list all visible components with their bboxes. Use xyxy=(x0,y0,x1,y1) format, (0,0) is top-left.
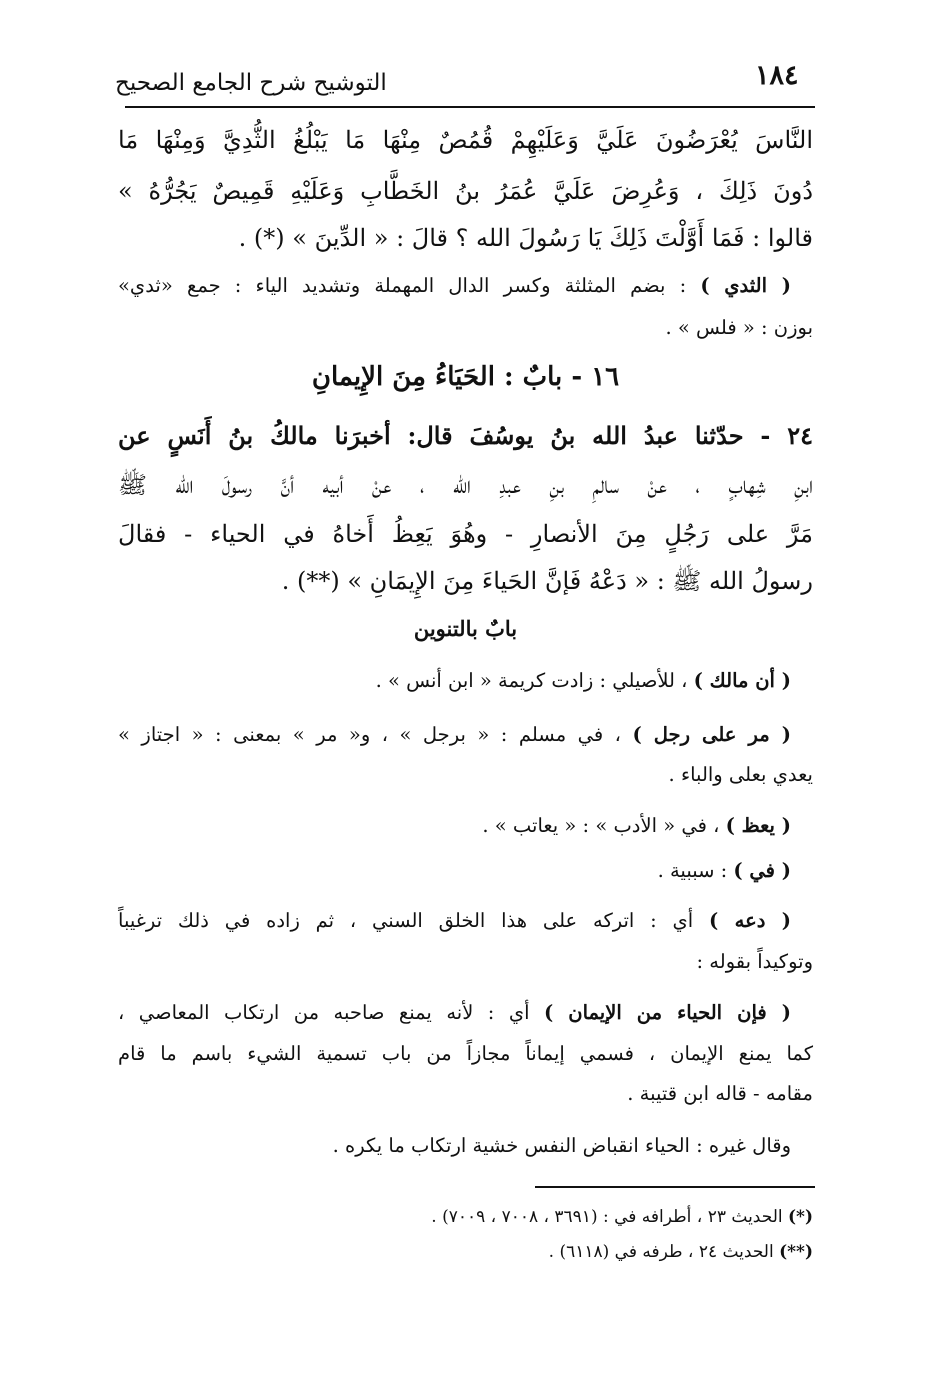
comment-term: ( يعظ ) xyxy=(725,814,791,837)
comment-thudi-text: : بضم المثلثة وكسر الدال المهملة وتشديد الياء : جمع «ثدي» xyxy=(118,274,701,297)
footnote-mark: (**) xyxy=(779,1242,813,1262)
chapter-heading: ١٦ - بابٌ : الحَيَاءُ مِنَ الإِيمانِ xyxy=(311,362,620,392)
hadith-24-line-4: رسولُ الله ﷺ : « دَعْهُ فَإنَّ الحَياءَ مِنَ الإِيمَانِ » (**) . xyxy=(281,567,813,595)
comment-yaizu xyxy=(118,811,791,841)
comment-thudi-line-2: بوزن : « فلس » . xyxy=(665,316,813,339)
hadith-24-isnad-start: عبدُ الله بنُ يوسُفَ قال: أخبرَنا مالكُ بنُ أَنَسٍ عن xyxy=(118,421,695,450)
comment-thudi-term: ( الثدي ) xyxy=(700,274,791,297)
bab-tanwin-note: بابٌ بالتنوين xyxy=(413,616,518,641)
comment-term: ( أن مالك ) xyxy=(693,669,791,692)
comment-marra-line-1 xyxy=(118,720,791,750)
comment-term: ( دعه ) xyxy=(709,909,792,932)
hadith-24-line-1 xyxy=(118,418,813,454)
footnote-mark: (*) xyxy=(788,1207,813,1227)
comment-text: ، في « الأدب » : « يعاتب » . xyxy=(482,814,726,837)
footnote-text: الحديث ٢٣ ، أطرافه في : (٣٦٩١ ، ٧٠٠٨ ، ٧٠٠٩) . xyxy=(431,1207,789,1227)
comment-term: ( فإن الحياء من الإيمان ) xyxy=(543,1001,791,1024)
running-title: التوشيح شرح الجامع الصحيح xyxy=(115,70,387,96)
comment-thudi-line-1 xyxy=(118,271,791,301)
comment-haya-line-2: كما يمنع الإيمان ، فسمي إيماناً مجازاً من باب تسمية الشيء باسم ما قام xyxy=(118,1042,813,1065)
footnote-1 xyxy=(431,1207,813,1227)
comment-text: : سببية . xyxy=(657,859,734,882)
hadith-24-line-3: مَرَّ على رَجُلٍ مِنَ الأنصارِ - وهُوَ يَعِظُ أَخاهُ في الحياء - فقالَ xyxy=(118,520,813,548)
comment-text: أي : اتركه على هذا الخلق السني ، ثم زاده في ذلك ترغيباً xyxy=(118,909,709,932)
page-number: ١٨٤ xyxy=(755,60,799,91)
comment-dahu-line-2: وتوكيداً بقوله : xyxy=(696,950,813,973)
comment-haya-line-3: مقامه - قاله ابن قتيبة . xyxy=(627,1082,813,1105)
comment-term: ( في ) xyxy=(733,859,791,882)
comment-text: ، للأصيلي : زادت كريمة « ابن أنس » . xyxy=(375,669,694,692)
comment-an-malik xyxy=(118,666,791,696)
comment-fi xyxy=(118,856,791,886)
footnote-rule xyxy=(535,1186,815,1188)
comment-haya-line-1 xyxy=(118,998,791,1028)
comment-other-scholar: وقال غيره : الحياء انقباض النفس خشية ارتكاب ما يكره . xyxy=(332,1134,791,1157)
comment-text: أي : لأنه يمنع صاحبه من ارتكاب المعاصي ، xyxy=(118,1001,544,1024)
hadith-23-line-3: قالوا : فَمَا أَوَّلْتَ ذَلِكَ يَا رَسُولَ الله ؟ قالَ : « الدِّينَ » (*) . xyxy=(238,224,813,252)
footnote-text: الحديث ٢٤ ، طرفه في (٦١١٨) . xyxy=(548,1242,780,1262)
hadith-23-line-2: دُونَ ذَلِكَ ، وَعُرِضَ عَلَيَّ عُمَرُ بنُ الخَطَّابِ وَعَلَيْهِ قَمِيصٌ يَجُرُّهُ » xyxy=(118,177,814,205)
comment-term: ( مر على رجل ) xyxy=(632,723,791,746)
header-rule xyxy=(125,106,815,108)
comment-dahu-line-1 xyxy=(118,906,791,936)
hadith-24-line-2: ابنِ شِهابٍ ، عنْ سالمِ بنِ عبدِ الله ، عنْ أبيه أنَّ رسولَ الله ﷺ xyxy=(118,471,813,499)
hadith-23-line-1: النَّاسَ يُعْرَضُونَ عَلَيَّ وَعَلَيْهِمْ قُمُصٌ مِنْهَا مَا يَبْلُغُ الثُّدِيَّ وَمِنْهَا مَا xyxy=(118,126,813,154)
hadith-24-number: ٢٤ - حدّثنا xyxy=(694,421,814,450)
footnote-2 xyxy=(549,1242,813,1262)
comment-marra-line-2: يعدي بعلى والباء . xyxy=(668,763,813,786)
comment-text: ، في مسلم : « برجل » ، و« مر » بمعنى : « اجتاز » xyxy=(118,723,633,746)
